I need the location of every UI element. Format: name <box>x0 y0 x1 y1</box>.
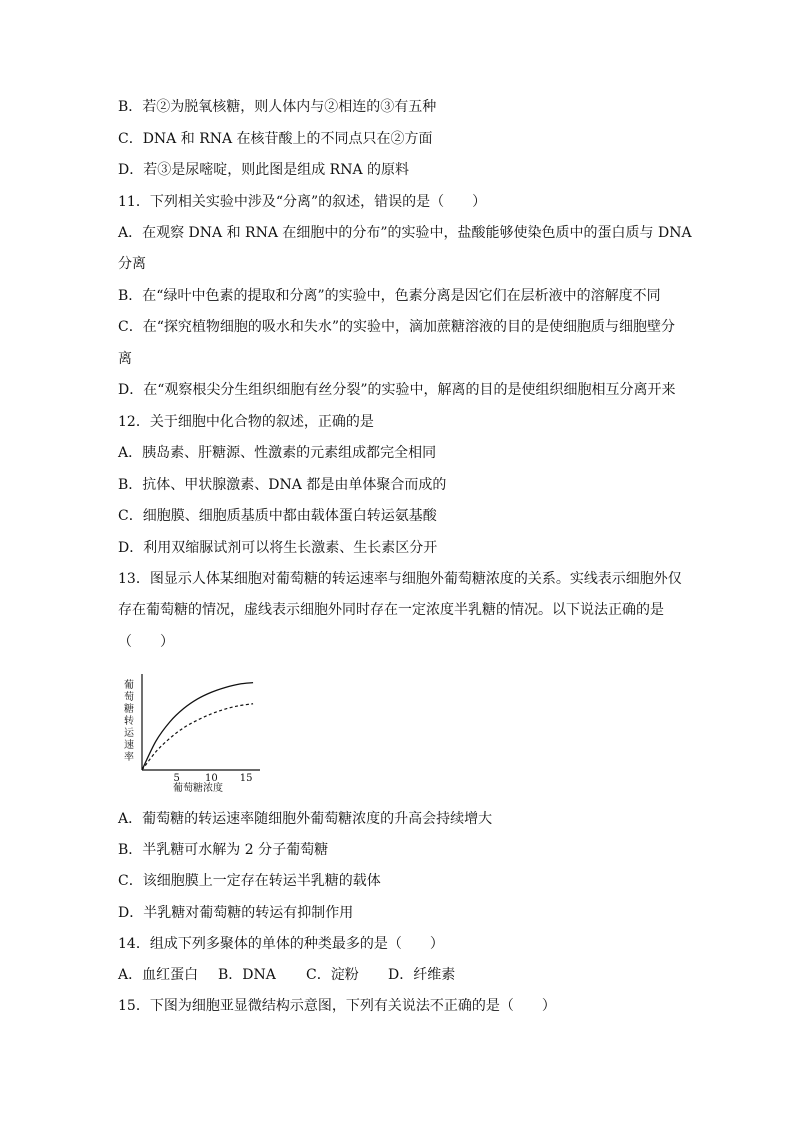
text-line: B．抗体、甲状腺激素、DNA 都是由单体聚合而成的 <box>118 477 447 493</box>
text-line: D．利用双缩脲试剂可以将生长激素、生长素区分开 <box>118 540 438 556</box>
text-line: A．在观察 DNA 和 RNA 在细胞中的分布”的实验中，盐酸能够使染色质中的蛋白质与 DNA <box>118 225 692 241</box>
x-tick-label: 5 <box>173 773 180 784</box>
question-15-text: 15．下图为细胞亚显微结构示意图，下列有关说法不正确的是（ ） <box>118 998 556 1014</box>
text-line: C．在“探究植物细胞的吸水和失水”的实验中，滴加蔗糖溶液的目的是使细胞质与细胞壁分 <box>118 319 676 335</box>
text-line: 离 <box>118 351 132 367</box>
q14-options <box>118 966 688 984</box>
glucose-transport-chart <box>118 668 278 798</box>
text-line: C．该细胞膜上一定存在转运半乳糖的载体 <box>118 873 381 889</box>
text-line: A．胰岛素、肝糖源、性激素的元素组成都完全相同 <box>118 445 437 461</box>
text-line: A．葡萄糖的转运速率随细胞外葡萄糖浓度的升高会持续增大 <box>118 811 493 827</box>
text-line: 分离 <box>118 256 146 272</box>
x-axis-label: 葡萄糖浓度 <box>173 783 223 794</box>
text-line: 存在葡萄糖的情况，虚线表示细胞外同时存在一定浓度半乳糖的情况。以下说法正确的是 <box>118 602 664 618</box>
text-line: B．半乳糖可水解为 2 分子葡萄糖 <box>118 842 329 858</box>
x-tick-label: 10 <box>205 773 218 784</box>
text-line: B．若②为脱氧核糖，则人体内与②相连的③有五种 <box>118 99 437 115</box>
text-line: D．在“观察根尖分生组织细胞有丝分裂”的实验中，解离的目的是使组织细胞相互分离开来 <box>118 382 676 398</box>
text-line: 11．下列相关实验中涉及“分离”的叙述，错误的是（ ） <box>118 194 487 210</box>
text-line: （ ） <box>118 634 174 650</box>
text-line: C．细胞膜、细胞质基质中都由载体蛋白转运氨基酸 <box>118 508 437 524</box>
text-line: 13．图显示人体某细胞对葡萄糖的转运速率与细胞外葡萄糖浓度的关系。实线表示细胞外仅 <box>118 571 682 587</box>
y-axis-label <box>124 678 135 763</box>
text-line: C．DNA 和 RNA 在核苷酸上的不同点只在②方面 <box>118 131 433 147</box>
text-line: B．在“绿叶中色素的提取和分离”的实验中，色素分离是因它们在层析液中的溶解度不同 <box>118 288 661 304</box>
x-tick-label: 15 <box>239 773 253 784</box>
q14-option-c: C．淀粉 <box>306 967 359 983</box>
text-line: 14．组成下列多聚体的单体的种类最多的是（ ） <box>118 936 444 952</box>
q14-option-a: A．血红蛋白 <box>118 967 199 983</box>
q14-option-d: D．纤维素 <box>388 967 456 983</box>
text-line: D．半乳糖对葡萄糖的转运有抑制作用 <box>118 905 354 921</box>
text-line: 12．关于细胞中化合物的叙述，正确的是 <box>118 414 374 430</box>
text-line: D．若③是尿嘧啶，则此图是组成 RNA 的原料 <box>118 162 410 178</box>
y-axis-label-text: 葡萄糖转运速率 <box>124 680 134 763</box>
q14-option-b: B．DNA <box>218 967 276 983</box>
series-solid-glucose-only <box>142 683 253 770</box>
